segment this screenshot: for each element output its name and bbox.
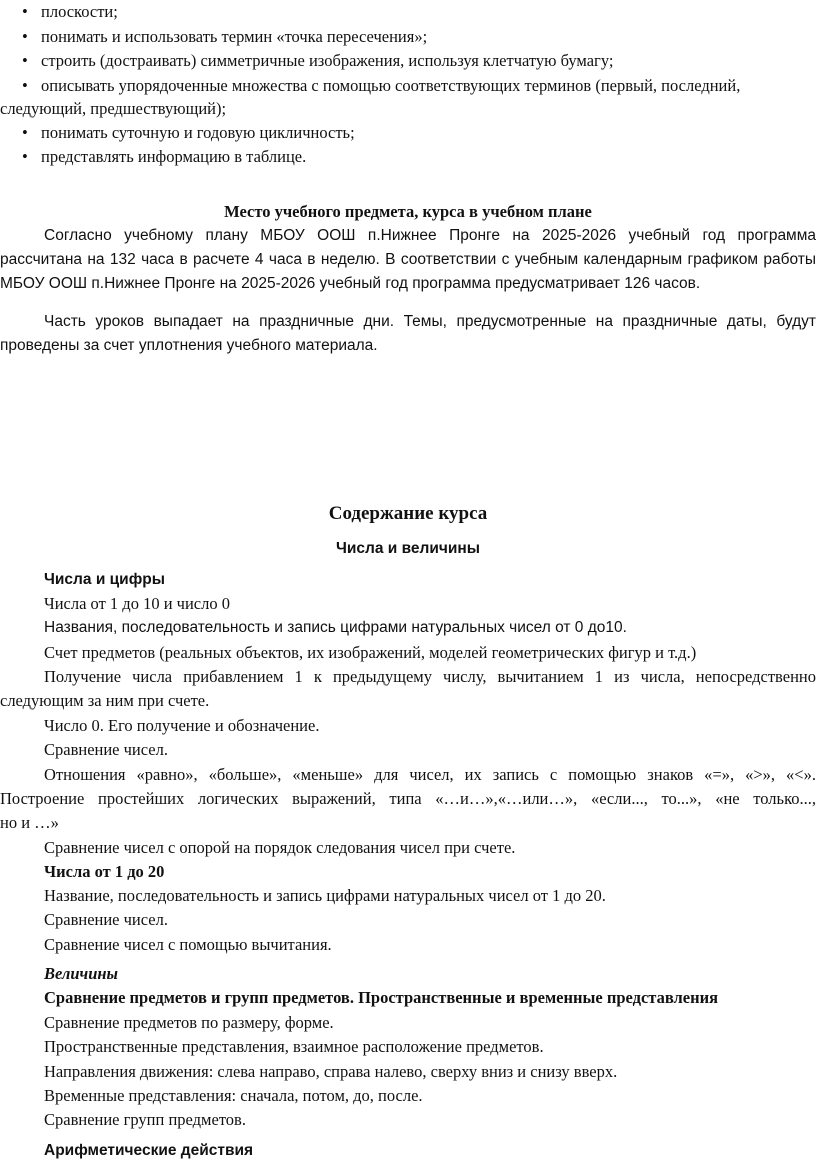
list-item: • плоскости; [22,2,118,21]
paragraph-line: рассчитана на 132 часа в расчете 4 часа в неделю. В соответствии с учебным календарным графиком работы [0,251,816,268]
paragraph-line: Сравнение предметов по размеру, форме. [44,1013,334,1032]
list-item: • представлять информацию в таблице. [22,147,307,166]
paragraph-line: следующим за ним при счете. [0,691,210,710]
paragraph-line: проведены за счет уплотнения учебного материала. [0,337,378,354]
section-subtitle: Числа и величины [335,540,481,557]
paragraph-line: Построение простейших логических выражений, типа «…и…»,«…или…», «если..., то...», «не только..., [0,789,816,808]
paragraph-line: Сравнение чисел с помощью вычитания. [44,935,332,954]
paragraph-line: Сравнение чисел. [44,910,168,929]
subsection-heading: Величины [44,964,119,983]
paragraph-line: Числа от 1 до 10 и число 0 [44,594,230,613]
paragraph-line: но и …» [0,813,59,832]
subsection-heading: Числа и цифры [44,571,165,588]
paragraph-line: Название, последовательность и запись цифрами натуральных чисел от 1 до 20. [44,886,606,905]
paragraph-line: Сравнение групп предметов. [44,1110,246,1129]
paragraph-line: Число 0. Его получение и обозначение. [44,716,320,735]
paragraph-line: Сравнение чисел. [44,740,168,759]
paragraph-line: МБОУ ООШ п.Нижнее Пронге на 2025-2026 учебный год программа предусматривает 126 часов. [0,275,701,292]
subsection-subheading: Сравнение предметов и групп предметов. Пространственные и временные представления [44,988,719,1007]
page-title: Содержание курса [328,503,488,524]
paragraph-line: Счет предметов (реальных объектов, их изображений, моделей геометрических фигур и т.д.) [44,643,697,662]
paragraph-line: Отношения «равно», «больше», «меньше» для чисел, их запись с помощью знаков «=», «>», «<». [44,765,816,784]
list-item: • понимать суточную и годовую цикличность; [22,123,355,142]
paragraph-line: Пространственные представления, взаимное расположение предметов. [44,1037,544,1056]
paragraph-line: Согласно учебному плану МБОУ ООШ п.Нижнее Пронге на 2025-2026 учебный год программа [44,227,816,244]
list-item-continuation: следующий, предшествующий); [0,99,227,118]
paragraph-line: Сравнение чисел с опорой на порядок следования чисел при счете. [44,838,516,857]
list-item: • понимать и использовать термин «точка пересечения»; [22,27,428,46]
paragraph-line: Получение числа прибавлением 1 к предыдущему числу, вычитанием 1 из числа, непосредственно [44,667,816,686]
paragraph-line: Направления движения: слева направо, справа налево, сверху вниз и снизу вверх. [44,1062,618,1081]
paragraph-line: Временные представления: сначала, потом, до, после. [44,1086,423,1105]
list-item: • описывать упорядоченные множества с помощью соответствующих терминов (первый, последний, [22,76,741,95]
section-heading: Место учебного предмета, курса в учебном плане [224,202,592,221]
paragraph-line: Названия, последовательность и запись цифрами натуральных чисел от 0 до10. [44,619,627,636]
subsection-heading: Числа от 1 до 20 [44,862,165,881]
list-item: • строить (достраивать) симметричные изображения, используя клетчатую бумагу; [22,51,614,70]
subsection-heading: Арифметические действия [44,1142,254,1159]
paragraph-line: Часть уроков выпадает на праздничные дни. Темы, предусмотренные на праздничные даты, будут [44,313,816,330]
